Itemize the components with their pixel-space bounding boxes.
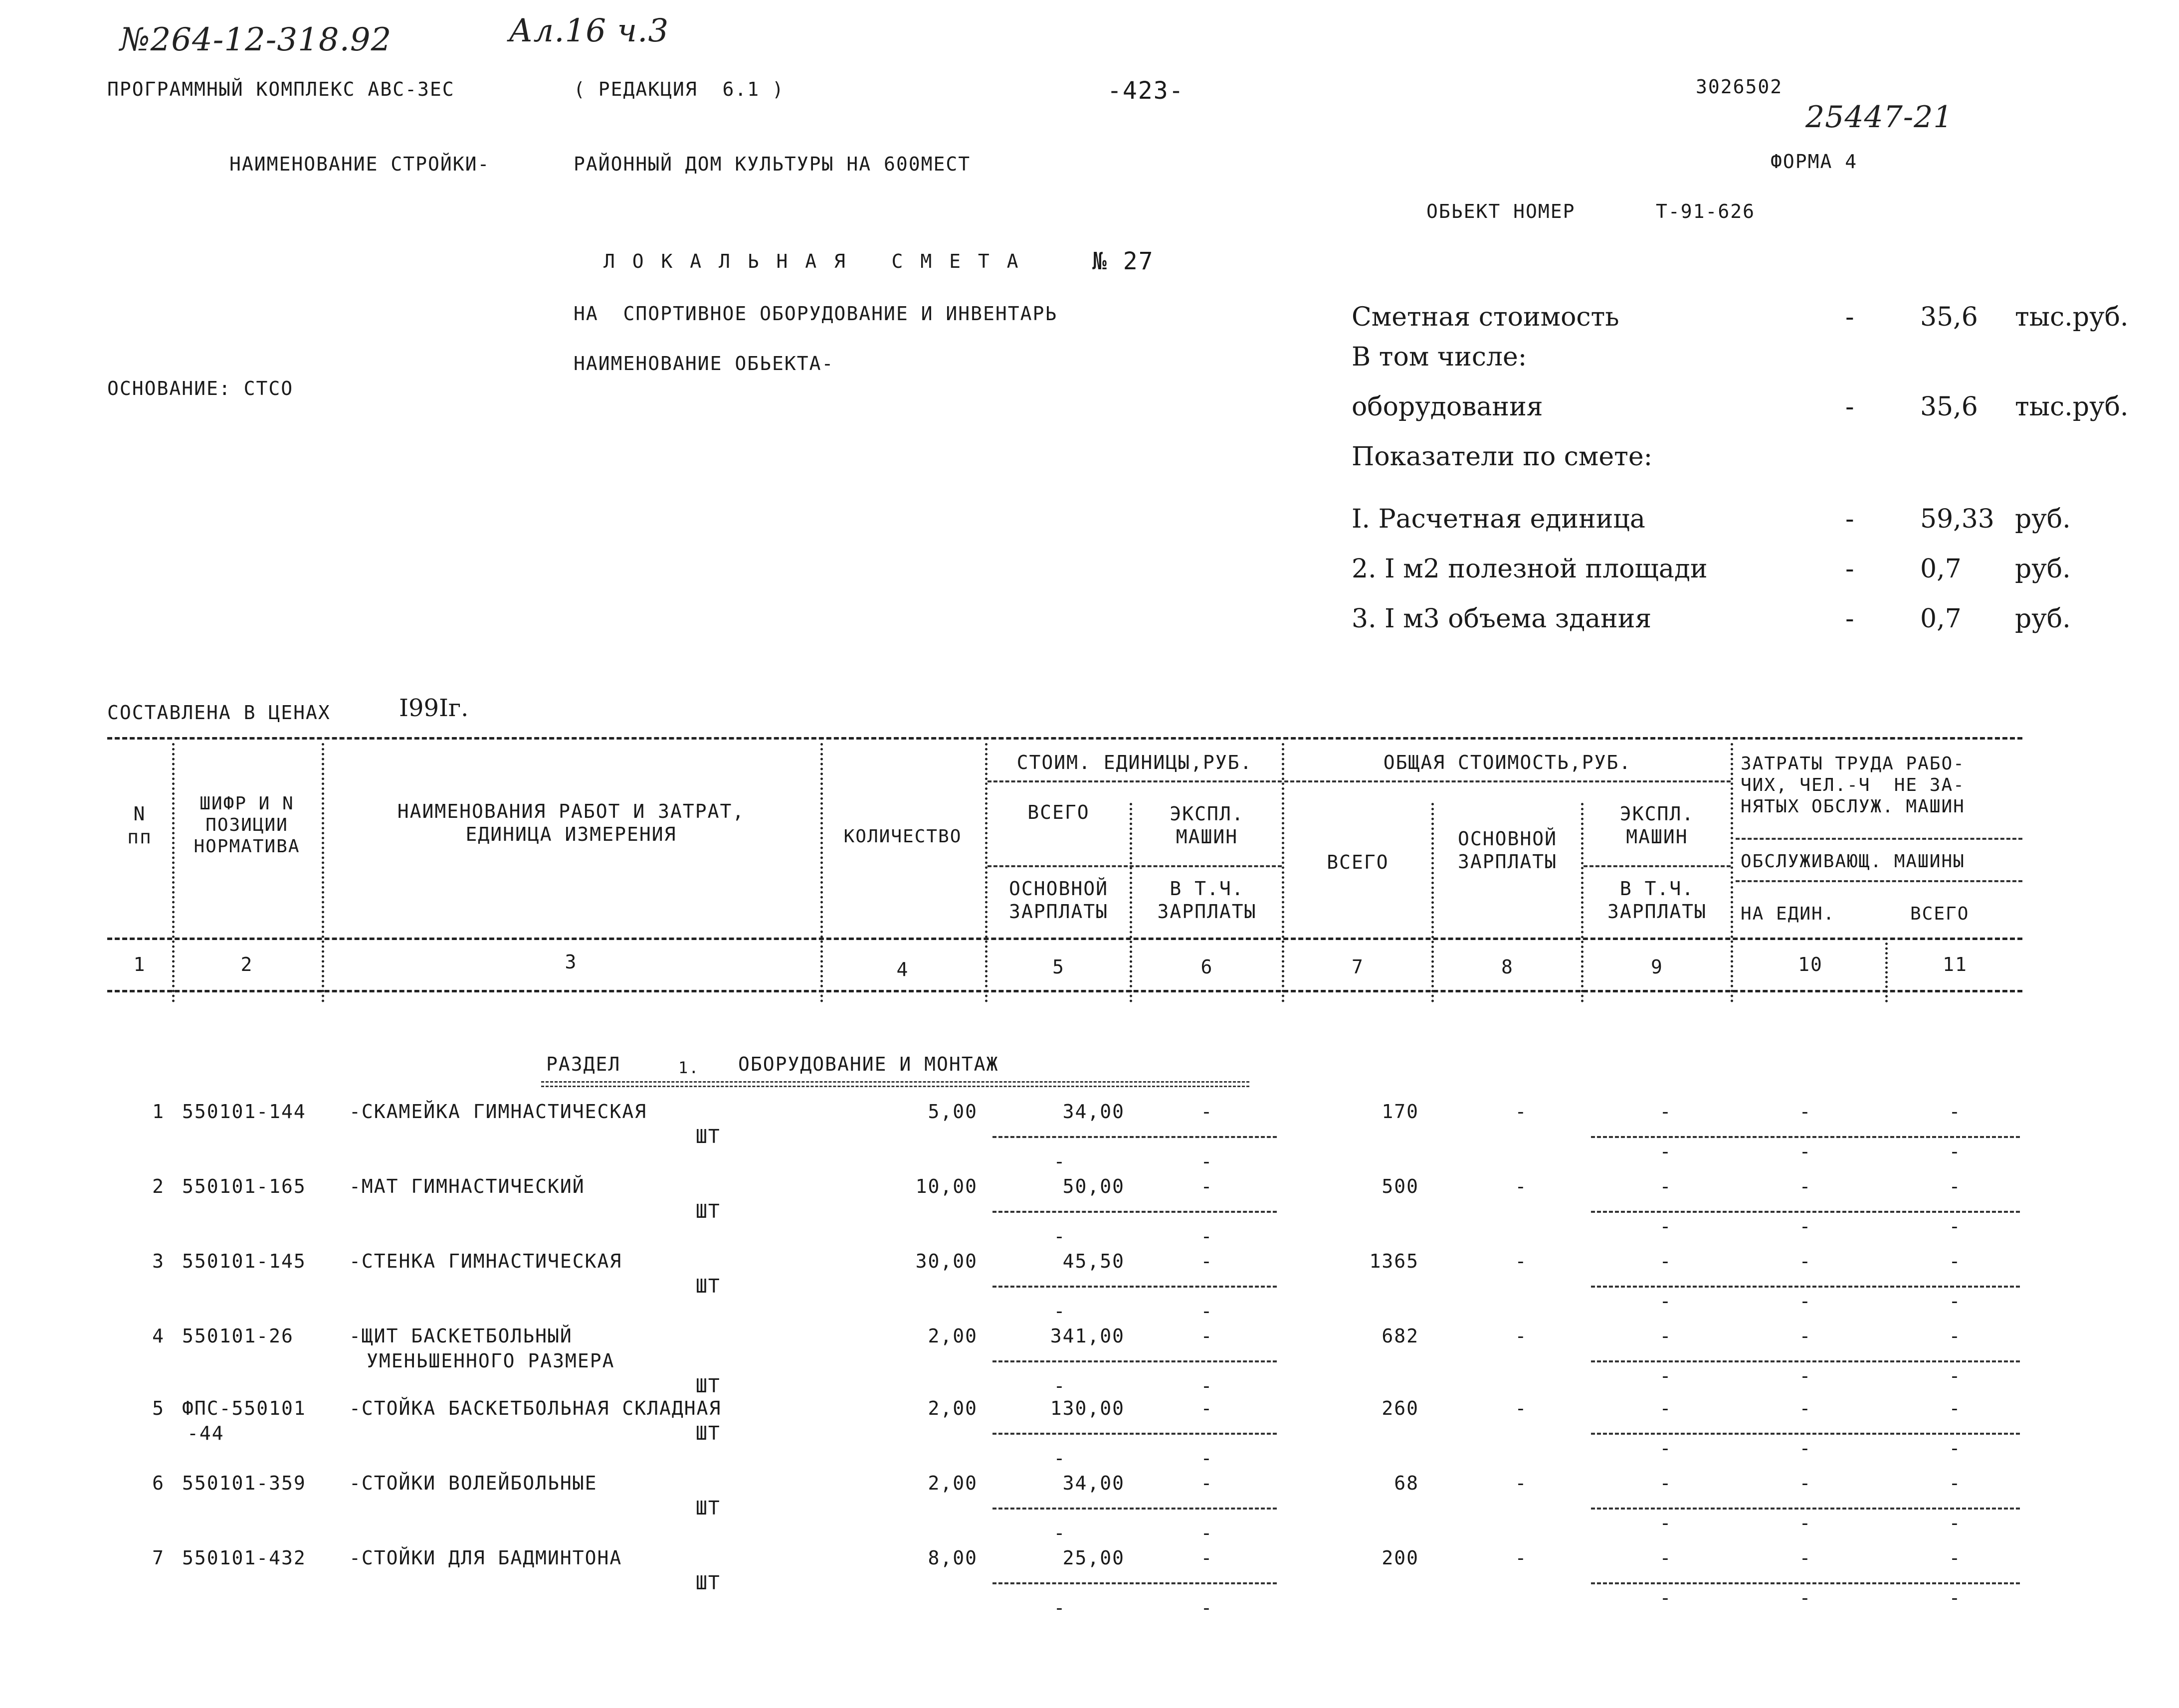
row-number: 5: [152, 1397, 165, 1419]
col-number: 11: [1943, 953, 1968, 975]
col-header-unit-salary: ОСНОВНОЙ ЗАРПЛАТЫ: [1008, 878, 1109, 923]
row-unit-machines: -: [1200, 1325, 1213, 1347]
object-number-label: ОБЬЕКТ НОМЕР: [1426, 200, 1576, 222]
col-header-unit-cost: СТОИМ. ЕДИНИЦЫ,РУБ.: [1016, 752, 1253, 773]
row-labor-per-unit: -: [1799, 1547, 1812, 1569]
section-number: 1.: [678, 1058, 700, 1077]
equipment-label: оборудования: [1352, 392, 1543, 422]
header-divider: [1584, 865, 1731, 867]
col-header-labor-total: ВСЕГО: [1910, 904, 1970, 924]
row-total-machines: -: [1659, 1175, 1672, 1197]
row-labor-serv-total: -: [1949, 1215, 1962, 1237]
construction-label: НАИМЕНОВАНИЕ СТРОЙКИ-: [229, 153, 490, 175]
row-separator: [1591, 1211, 2020, 1213]
row-name: -СТОЙКА БАСКЕТБОЛЬНАЯ СКЛАДНАЯ: [349, 1397, 722, 1419]
section-label: РАЗДЕЛ: [546, 1053, 621, 1075]
cost-unit: тыс.руб.: [2015, 302, 2129, 332]
object-number: Т-91-626: [1656, 200, 1756, 222]
row-code: 550101-432: [182, 1547, 306, 1569]
row-unit-price: 34,00: [1062, 1101, 1125, 1123]
row-separator: [1591, 1508, 2020, 1510]
col-header-name: НАИМЕНОВАНИЯ РАБОТ И ЗАТРАТ, ЕДИНИЦА ИЗМЕРЕНИЯ: [397, 800, 745, 845]
row-unit-salary: -: [1053, 1447, 1066, 1469]
row-total: 170: [1382, 1101, 1419, 1123]
col-header-total-machines: ЭКСПЛ. МАШИН: [1619, 803, 1695, 848]
estimate-number: № 27: [1092, 247, 1154, 275]
col-number: 4: [896, 958, 909, 980]
row-separator: [1591, 1136, 2020, 1138]
row-name: -ЩИТ БАСКЕТБОЛЬНЫЙ: [349, 1325, 573, 1347]
row-unit: ШТ: [696, 1422, 721, 1444]
cost-label: Сметная стоимость: [1352, 302, 1619, 332]
row-unit-incl-salary: -: [1200, 1300, 1213, 1322]
row-number: 7: [152, 1547, 165, 1569]
program-name: ПРОГРАММНЫЙ КОМПЛЕКС АВС-3ЕС: [107, 78, 455, 100]
row-code: 550101-26: [182, 1325, 294, 1347]
row-name: -СКАМЕЙКА ГИМНАСТИЧЕСКАЯ: [349, 1101, 647, 1123]
row-labor-serv-unit: -: [1799, 1437, 1812, 1459]
row-labor-per-unit: -: [1799, 1175, 1812, 1197]
row-separator: [1591, 1582, 2020, 1584]
prices-label: СОСТАВЛЕНА В ЦЕНАХ: [107, 702, 331, 724]
row-labor-per-unit: -: [1799, 1397, 1812, 1419]
indicator-value: 59,33: [1920, 504, 1994, 534]
row-total: 68: [1394, 1472, 1419, 1494]
handwritten-album: Ал.16 ч.3: [509, 12, 669, 49]
row-total-machines: -: [1659, 1250, 1672, 1272]
indicator-unit: руб.: [2015, 554, 2071, 584]
indicator-label: I. Расчетная единица: [1352, 504, 1645, 534]
row-unit-machines: -: [1200, 1472, 1213, 1494]
row-labor-serv-total: -: [1949, 1140, 1962, 1162]
row-unit: ШТ: [696, 1275, 721, 1297]
row-total-salary: -: [1515, 1325, 1528, 1347]
col-header-total-cost: ОБЩАЯ СТОИМОСТЬ,РУБ.: [1383, 752, 1632, 773]
row-name: -МАТ ГИМНАСТИЧЕСКИЙ: [349, 1175, 585, 1197]
row-labor-serv-total: -: [1949, 1290, 1962, 1312]
row-unit-price: 341,00: [1050, 1325, 1125, 1347]
cost-dash: -: [1845, 302, 1854, 332]
header-bottom-rule: [107, 938, 2022, 940]
row-quantity: 8,00: [928, 1547, 978, 1569]
row-total: 682: [1382, 1325, 1419, 1347]
equipment-unit: тыс.руб.: [2015, 392, 2129, 422]
row-labor-total: -: [1949, 1472, 1962, 1494]
row-labor-serv-total: -: [1949, 1365, 1962, 1387]
row-labor-per-unit: -: [1799, 1472, 1812, 1494]
indicator-label: 3. I м3 объема здания: [1352, 604, 1652, 634]
row-total-incl-salary: -: [1659, 1365, 1672, 1387]
row-quantity: 30,00: [915, 1250, 978, 1272]
row-labor-serv-total: -: [1949, 1512, 1962, 1534]
col-number: 3: [565, 951, 578, 973]
cost-value: 35,6: [1920, 302, 1978, 332]
row-separator: [1591, 1433, 2020, 1435]
row-separator: [992, 1433, 1277, 1435]
col-header-unit-incl-salary: В Т.Ч. ЗАРПЛАТЫ: [1157, 878, 1257, 923]
col-number: 8: [1501, 956, 1514, 978]
row-code-continued: -44: [187, 1422, 224, 1444]
row-total: 260: [1382, 1397, 1419, 1419]
row-unit-salary: -: [1053, 1150, 1066, 1172]
row-separator: [992, 1508, 1277, 1510]
row-labor-total: -: [1949, 1547, 1962, 1569]
row-unit-incl-salary: -: [1200, 1522, 1213, 1544]
section-title: ОБОРУДОВАНИЕ И МОНТАЖ: [738, 1053, 999, 1075]
row-labor-serv-unit: -: [1799, 1140, 1812, 1162]
col-header-total-salary: ОСНОВНОЙ ЗАРПЛАТЫ: [1457, 828, 1558, 873]
row-quantity: 5,00: [928, 1101, 978, 1123]
row-code: 550101-145: [182, 1250, 306, 1272]
form-number: ФОРМА 4: [1771, 151, 1858, 173]
row-labor-serv-total: -: [1949, 1437, 1962, 1459]
row-unit-salary: -: [1053, 1300, 1066, 1322]
indicator-unit: руб.: [2015, 604, 2071, 634]
row-labor-per-unit: -: [1799, 1101, 1812, 1123]
row-total-incl-salary: -: [1659, 1587, 1672, 1609]
document-code: 3026502: [1696, 76, 1783, 98]
row-total-salary: -: [1515, 1472, 1528, 1494]
equipment-dash: -: [1845, 392, 1854, 422]
table-top-rule: [107, 737, 2022, 740]
row-code: ФПС-550101: [182, 1397, 306, 1419]
row-number: 4: [152, 1325, 165, 1347]
row-number: 6: [152, 1472, 165, 1494]
object-name-label: НАИМЕНОВАНИЕ ОБЬЕКТА-: [574, 353, 834, 375]
row-unit: ШТ: [696, 1497, 721, 1519]
row-number: 3: [152, 1250, 165, 1272]
row-unit-machines: -: [1200, 1175, 1213, 1197]
row-unit: ШТ: [696, 1200, 721, 1222]
row-unit-machines: -: [1200, 1547, 1213, 1569]
row-unit-incl-salary: -: [1200, 1447, 1213, 1469]
col-number: 5: [1052, 956, 1065, 978]
row-unit-salary: -: [1053, 1375, 1066, 1397]
row-unit-price: 45,50: [1062, 1250, 1125, 1272]
row-quantity: 10,00: [915, 1175, 978, 1197]
row-number: 2: [152, 1175, 165, 1197]
col-header-labor-serv: ОБСЛУЖИВАЮЩ. МАШИНЫ: [1741, 851, 1965, 872]
prices-year: I99Iг.: [399, 694, 469, 722]
estimate-subject: НА СПОРТИВНОЕ ОБОРУДОВАНИЕ И ИНВЕНТАРЬ: [574, 303, 1058, 325]
indicator-value: 0,7: [1920, 604, 1962, 634]
col-number: 1: [133, 953, 146, 975]
numbers-bottom-rule: [107, 990, 2022, 992]
row-total-salary: -: [1515, 1175, 1528, 1197]
row-labor-total: -: [1949, 1325, 1962, 1347]
row-separator: [992, 1286, 1277, 1288]
indicator-dash: -: [1845, 604, 1854, 634]
row-separator: [992, 1136, 1277, 1138]
row-code: 550101-359: [182, 1472, 306, 1494]
col-header-code: ШИФР И N ПОЗИЦИИ НОРМАТИВА: [194, 793, 300, 857]
row-number: 1: [152, 1101, 165, 1123]
row-separator: [992, 1211, 1277, 1213]
row-labor-per-unit: -: [1799, 1325, 1812, 1347]
row-labor-total: -: [1949, 1175, 1962, 1197]
row-total: 1365: [1369, 1250, 1419, 1272]
indicator-unit: руб.: [2015, 504, 2071, 534]
estimate-title: Л О К А Л Ь Н А Я С М Е Т А: [603, 250, 1021, 272]
handwritten-archive-number: 25447-21: [1805, 100, 1953, 135]
row-total-incl-salary: -: [1659, 1512, 1672, 1534]
row-total-machines: -: [1659, 1472, 1672, 1494]
row-labor-serv-unit: -: [1799, 1365, 1812, 1387]
col-header-labor-per-unit: НА ЕДИН.: [1741, 904, 1835, 924]
row-labor-serv-unit: -: [1799, 1587, 1812, 1609]
row-code: 550101-144: [182, 1101, 306, 1123]
row-total-incl-salary: -: [1659, 1290, 1672, 1312]
row-total-machines: -: [1659, 1325, 1672, 1347]
indicator-dash: -: [1845, 504, 1854, 534]
row-labor-total: -: [1949, 1250, 1962, 1272]
row-unit-incl-salary: -: [1200, 1150, 1213, 1172]
header-divider: [1284, 780, 1731, 782]
indicator-value: 0,7: [1920, 554, 1962, 584]
header-divider: [988, 865, 1282, 867]
col-header-number: N пп: [127, 803, 152, 848]
col-number: 2: [240, 953, 253, 975]
col-number: 9: [1651, 956, 1663, 978]
row-separator: [1591, 1286, 2020, 1288]
row-total-salary: -: [1515, 1101, 1528, 1123]
col-number: 6: [1200, 956, 1213, 978]
row-labor-serv-unit: -: [1799, 1290, 1812, 1312]
row-total-machines: -: [1659, 1397, 1672, 1419]
col-header-quantity: КОЛИЧЕСТВО: [843, 826, 962, 847]
indicator-label: 2. I м2 полезной площади: [1352, 554, 1708, 584]
row-unit-price: 130,00: [1050, 1397, 1125, 1419]
row-labor-total: -: [1949, 1101, 1962, 1123]
col-header-labor: ЗАТРАТЫ ТРУДА РАБО- ЧИХ, ЧЕЛ.-Ч НЕ ЗА- НЯТЫХ ОБСЛУЖ. МАШИН: [1741, 754, 1965, 817]
row-labor-serv-total: -: [1949, 1587, 1962, 1609]
basis: ОСНОВАНИЕ: СТСО: [107, 378, 294, 399]
row-labor-per-unit: -: [1799, 1250, 1812, 1272]
row-unit-incl-salary: -: [1200, 1597, 1213, 1619]
row-separator: [992, 1360, 1277, 1362]
row-labor-serv-unit: -: [1799, 1512, 1812, 1534]
header-divider: [1736, 880, 2022, 882]
row-unit-salary: -: [1053, 1522, 1066, 1544]
header-divider: [1736, 838, 2022, 840]
col-header-unit-machines: ЭКСПЛ. МАШИН: [1170, 803, 1244, 848]
header-divider: [988, 780, 1282, 782]
row-total-incl-salary: -: [1659, 1437, 1672, 1459]
row-unit-price: 50,00: [1062, 1175, 1125, 1197]
edition: ( РЕДАКЦИЯ 6.1 ): [574, 78, 785, 100]
row-unit-salary: -: [1053, 1597, 1066, 1619]
including-label: В том числе:: [1352, 342, 1527, 372]
col-number: 7: [1352, 956, 1364, 978]
row-total-machines: -: [1659, 1547, 1672, 1569]
indicators-label: Показатели по смете:: [1352, 442, 1653, 472]
row-name: -СТОЙКИ ДЛЯ БАДМИНТОНА: [349, 1547, 622, 1569]
col-header-total-incl-salary: В Т.Ч. ЗАРПЛАТЫ: [1607, 878, 1707, 923]
row-unit: ШТ: [696, 1126, 721, 1147]
row-total-incl-salary: -: [1659, 1215, 1672, 1237]
equipment-value: 35,6: [1920, 392, 1978, 422]
row-unit-machines: -: [1200, 1101, 1213, 1123]
row-quantity: 2,00: [928, 1397, 978, 1419]
row-separator: [1591, 1360, 2020, 1362]
col-number: 10: [1798, 953, 1823, 975]
row-code: 550101-165: [182, 1175, 306, 1197]
section-underline: [541, 1081, 1249, 1087]
row-total-salary: -: [1515, 1547, 1528, 1569]
row-unit-machines: -: [1200, 1397, 1213, 1419]
row-total-machines: -: [1659, 1101, 1672, 1123]
row-labor-serv-unit: -: [1799, 1215, 1812, 1237]
row-unit: ШТ: [696, 1572, 721, 1594]
col-header-unit-total: ВСЕГО: [1027, 801, 1090, 823]
row-unit-machines: -: [1200, 1250, 1213, 1272]
row-total-salary: -: [1515, 1250, 1528, 1272]
row-unit-price: 25,00: [1062, 1547, 1125, 1569]
row-unit-incl-salary: -: [1200, 1225, 1213, 1247]
row-total-incl-salary: -: [1659, 1140, 1672, 1162]
row-quantity: 2,00: [928, 1472, 978, 1494]
page-number: -423-: [1107, 77, 1185, 105]
row-name: -СТОЙКИ ВОЛЕЙБОЛЬНЫЕ: [349, 1472, 597, 1494]
row-total-salary: -: [1515, 1397, 1528, 1419]
row-unit-incl-salary: -: [1200, 1375, 1213, 1397]
row-unit: ШТ: [696, 1375, 721, 1397]
col-header-total-all: ВСЕГО: [1327, 851, 1389, 873]
row-total: 500: [1382, 1175, 1419, 1197]
row-unit-salary: -: [1053, 1225, 1066, 1247]
row-total: 200: [1382, 1547, 1419, 1569]
row-name: -СТЕНКА ГИМНАСТИЧЕСКАЯ: [349, 1250, 622, 1272]
indicator-dash: -: [1845, 554, 1854, 584]
row-labor-total: -: [1949, 1397, 1962, 1419]
handwritten-doc-number: №264-12-318.92: [120, 21, 392, 58]
row-quantity: 2,00: [928, 1325, 978, 1347]
row-unit-price: 34,00: [1062, 1472, 1125, 1494]
row-name-continued: УМЕНЬШЕННОГО РАЗМЕРА: [367, 1350, 615, 1372]
row-separator: [992, 1582, 1277, 1584]
construction-name: РАЙОННЫЙ ДОМ КУЛЬТУРЫ НА 600МЕСТ: [574, 153, 971, 175]
column-separator: [1731, 743, 1733, 1002]
